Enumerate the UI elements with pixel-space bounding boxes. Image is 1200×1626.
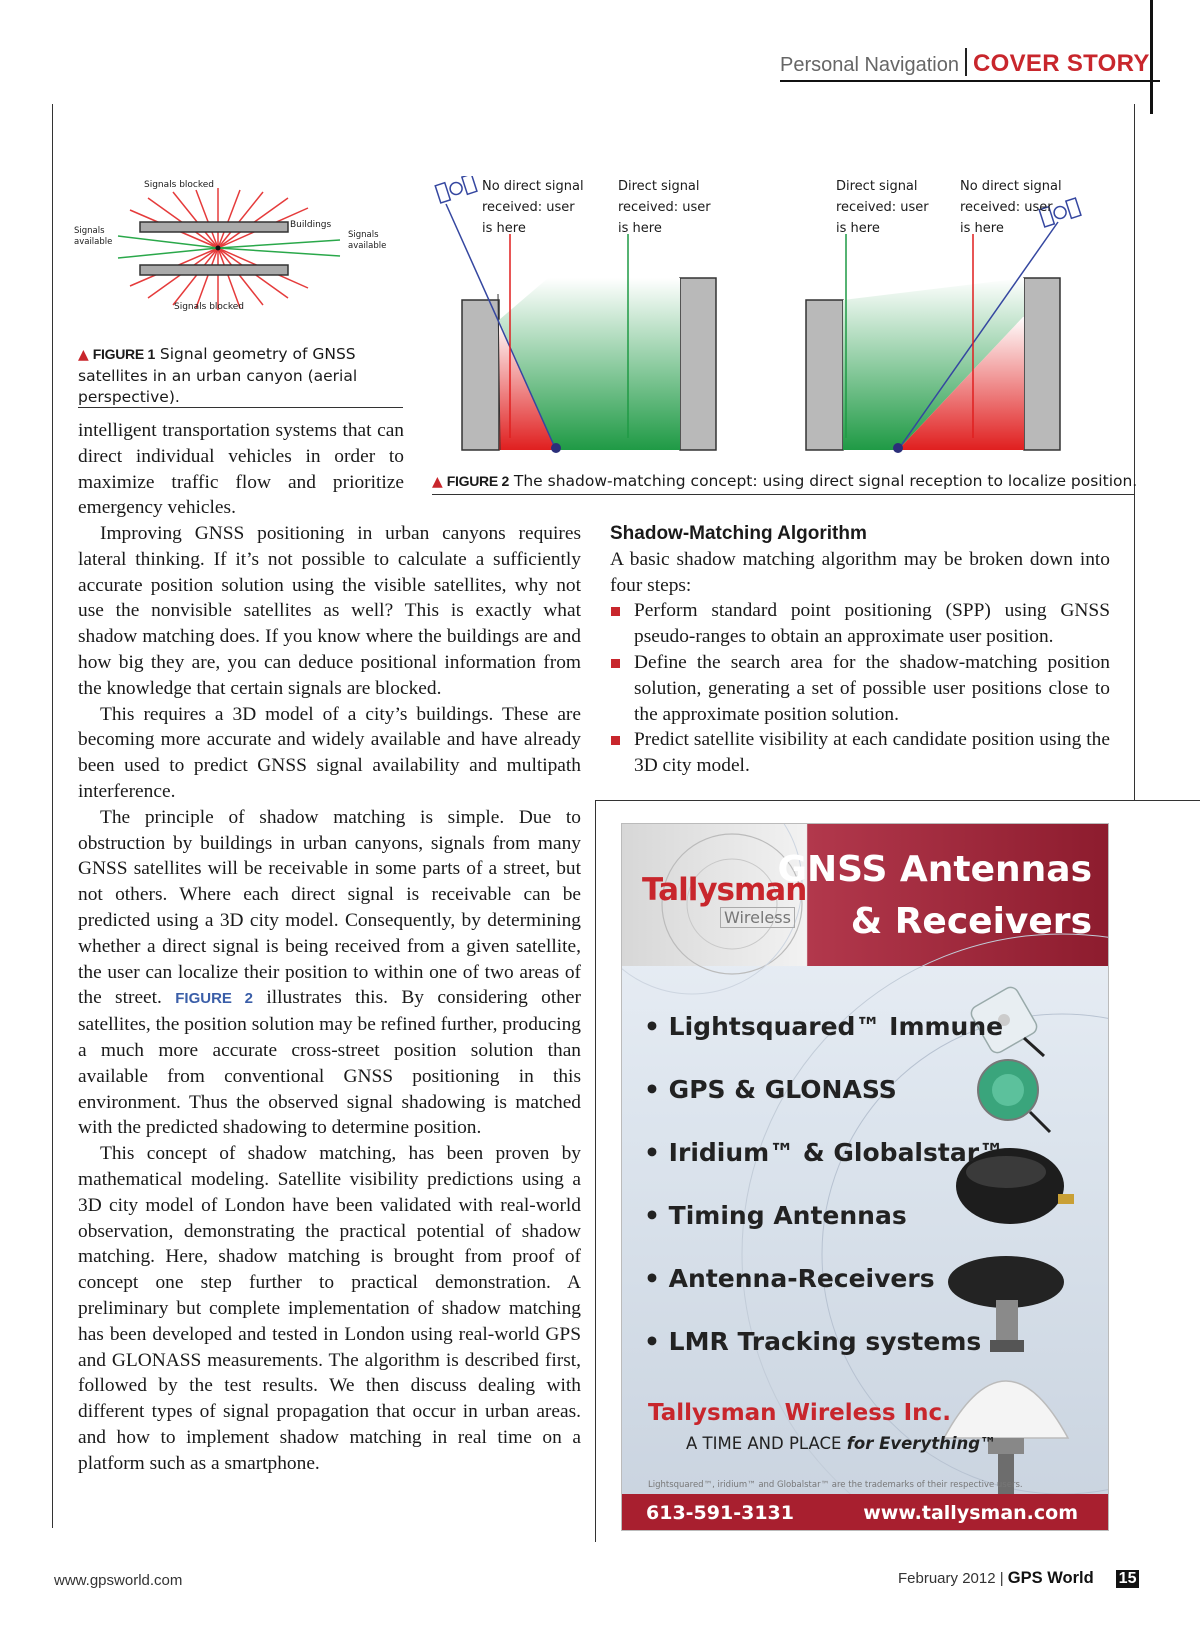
caption-triangle-icon: ▲ [432, 474, 443, 490]
left-canyon-building-2 [680, 278, 716, 450]
building-bottom [140, 265, 288, 275]
header-rule [780, 80, 1160, 82]
page-number: 15 [1116, 1570, 1140, 1588]
figure-2-caption [432, 472, 1138, 490]
label-signals-available-left: Signals available [74, 226, 113, 247]
left-column [78, 521, 581, 1476]
logo-sub: Wireless [720, 907, 795, 928]
left-column-top [78, 418, 404, 521]
label-left-no-signal: No direct signal received: user is here [482, 179, 584, 236]
left-margin-rule [52, 104, 53, 1528]
paragraph-1: Improving GNSS positioning in urban canyons requires lateral thinking. If it’s not possible to calculate a sufficiently accurate position solution using the visible satellites, why not use the nonvisible satellites as well? This is exactly what shadow matching does. If you know where the buildings are and how big they are, you can deduce positional information from the knowledge that certain signals are blocked. [78, 523, 581, 699]
bullet-square-icon [611, 736, 620, 745]
ad-headline [777, 844, 1092, 948]
label-left-direct-signal: Direct signal received: user is here [618, 179, 711, 236]
list-item: • Iridium™ & Globalstar™ [644, 1138, 1005, 1167]
ad-trademark-note: Lightsquared™, iridium™ and Globalstar™ are the trademarks of their respective users. [648, 1480, 1023, 1490]
ad-headline-line-1: GNSS Antennas [777, 849, 1092, 890]
left-canyon-building-1 [462, 300, 499, 450]
list-item: • LMR Tracking systems [644, 1327, 982, 1356]
footer-magazine: GPS World [1007, 1569, 1094, 1587]
figure-2-reference: FIGURE 2 [175, 990, 253, 1008]
paragraph-3-part-b: illustrates this. By considering other satellites, the position solution may be refined further, producing a much more accurate cross-street position solution than available from conventional GNSS positioning in this environment. Thus the observed signal shadowing is matched with the predicted shadowing to determine position. [78, 987, 581, 1139]
paragraph-2: This requires a 3D model of a city’s buildings. These are becoming more accurate and widely available and have already been used to predict GNSS signal availability and multipath interference. [78, 703, 581, 802]
running-header [780, 48, 1150, 78]
header-divider [965, 48, 967, 76]
ad-logo [642, 872, 807, 927]
figure-1 [74, 180, 408, 330]
paragraph-3 [78, 805, 581, 1141]
figure-1-label: FIGURE 1 [92, 346, 155, 362]
satellite-icon-left [435, 176, 477, 203]
label-right-no-signal: No direct signal received: user is here [960, 179, 1062, 236]
story-label: COVER STORY [973, 50, 1150, 77]
section-name: Personal Navigation [780, 54, 959, 76]
right-margin-rule [1134, 104, 1135, 800]
building-top [140, 222, 288, 232]
paragraph-4: This concept of shadow matching, has been proven by mathematical modeling. Satellite visibility predictions using a 3D city model of London have been validated with real-world observation, demonstrating the practical potential of shadow matching. Here, shadow matching is brought from proof of concept one step further to practical demonstration. A preliminary but complete implementation of shadow matching has been developed and tested in London using real-world GPS and GLONASS measurements. The algorithm is described first, followed by the test results. We then discuss dealing with different types of signal propagation that occur in urban areas. and how to implement shadow matching in real time on a platform such as a smartphone. [78, 1143, 581, 1474]
left-user-dot [551, 443, 561, 453]
paragraph-continuation: intelligent transportation systems that can direct individual vehicles in order to maximize traffic flow and prioritize emergency vehicles. [78, 420, 404, 519]
advertisement[interactable] [621, 823, 1109, 1531]
user-position [216, 246, 221, 251]
list-item: • GPS & GLONASS [644, 1075, 897, 1104]
section-heading: Shadow-Matching Algorithm [610, 523, 867, 544]
ad-contact-bar [622, 1494, 1108, 1531]
label-buildings: Buildings [290, 220, 332, 230]
ad-phone[interactable]: 613-591-3131 [646, 1502, 794, 1524]
ad-headline-line-2: & Receivers [850, 901, 1092, 942]
ad-website-link[interactable]: www.tallysman.com [863, 1502, 1078, 1524]
ad-top-rule [595, 800, 1200, 801]
right-canyon-building-2 [1024, 278, 1060, 450]
list-item: Define the search area for the shadow-matching position solution, generating a set of possible user positions close to the approximate position solution. [610, 650, 1110, 727]
figure-1-caption [78, 344, 398, 408]
list-item: • Antenna-Receivers [644, 1264, 935, 1293]
label-signals-blocked-top: Signals blocked [144, 180, 215, 190]
list-item: Predict satellite visibility at each candidate position using the 3D city model. [610, 727, 1110, 779]
ad-tagline: A TIME AND PLACE for Everything™ [686, 1434, 997, 1453]
list-item: • Timing Antennas [644, 1201, 907, 1230]
right-user-dot [893, 443, 903, 453]
label-right-direct-signal: Direct signal received: user is here [836, 179, 929, 236]
paragraph-3-part-a: The principle of shadow matching is simple. Due to obstruction by buildings in urban canyons, signals from many GNSS satellites will be receivable in some parts of a street, but not others. Where each direct signal is receivable can be predicted using a 3D city model. Consequently, by determining whether a direct signal is being received from a given satellite, the user can localize their position to within one of two areas of the street. [78, 806, 581, 1009]
algorithm-intro: A basic shadow matching algorithm may be broken down into four steps: [610, 548, 1110, 596]
label-signals-available-right: Signals available [348, 230, 387, 251]
right-canyon-building-1 [806, 300, 843, 450]
footer-date: February 2012 [898, 1570, 996, 1587]
ad-feature-list [644, 1012, 1004, 1390]
label-signals-blocked-bottom: Signals blocked [174, 302, 245, 312]
figure-2 [428, 176, 1108, 466]
center-column-rule [595, 800, 596, 1542]
footer-issue: February 2012 | GPS World 15 [898, 1569, 1139, 1588]
ad-company-name: Tallysman Wireless Inc. [648, 1400, 951, 1426]
figure-2-caption-text: The shadow-matching concept: using direct signal reception to localize position. [513, 472, 1138, 490]
caption-triangle-icon: ▲ [78, 347, 89, 363]
figure2-bottom-rule [432, 494, 1134, 495]
footer-site[interactable]: www.gpsworld.com [54, 1572, 183, 1589]
right-column [610, 521, 1110, 779]
algorithm-steps [610, 598, 1110, 779]
list-item: Perform standard point positioning (SPP) using GNSS pseudo-ranges to obtain an approximate user position. [610, 598, 1110, 650]
bullet-square-icon [611, 659, 620, 668]
list-item: • Lightsquared™ Immune [644, 1012, 1004, 1041]
bullet-square-icon [611, 607, 620, 616]
logo-brand: Tallysman [642, 872, 807, 908]
figure-2-label: FIGURE 2 [446, 473, 509, 489]
figure-1-caption-text: Signal geometry of GNSS satellites in an urban canyon (aerial perspective). [78, 345, 358, 406]
corner-vertical-rule [1150, 0, 1153, 114]
